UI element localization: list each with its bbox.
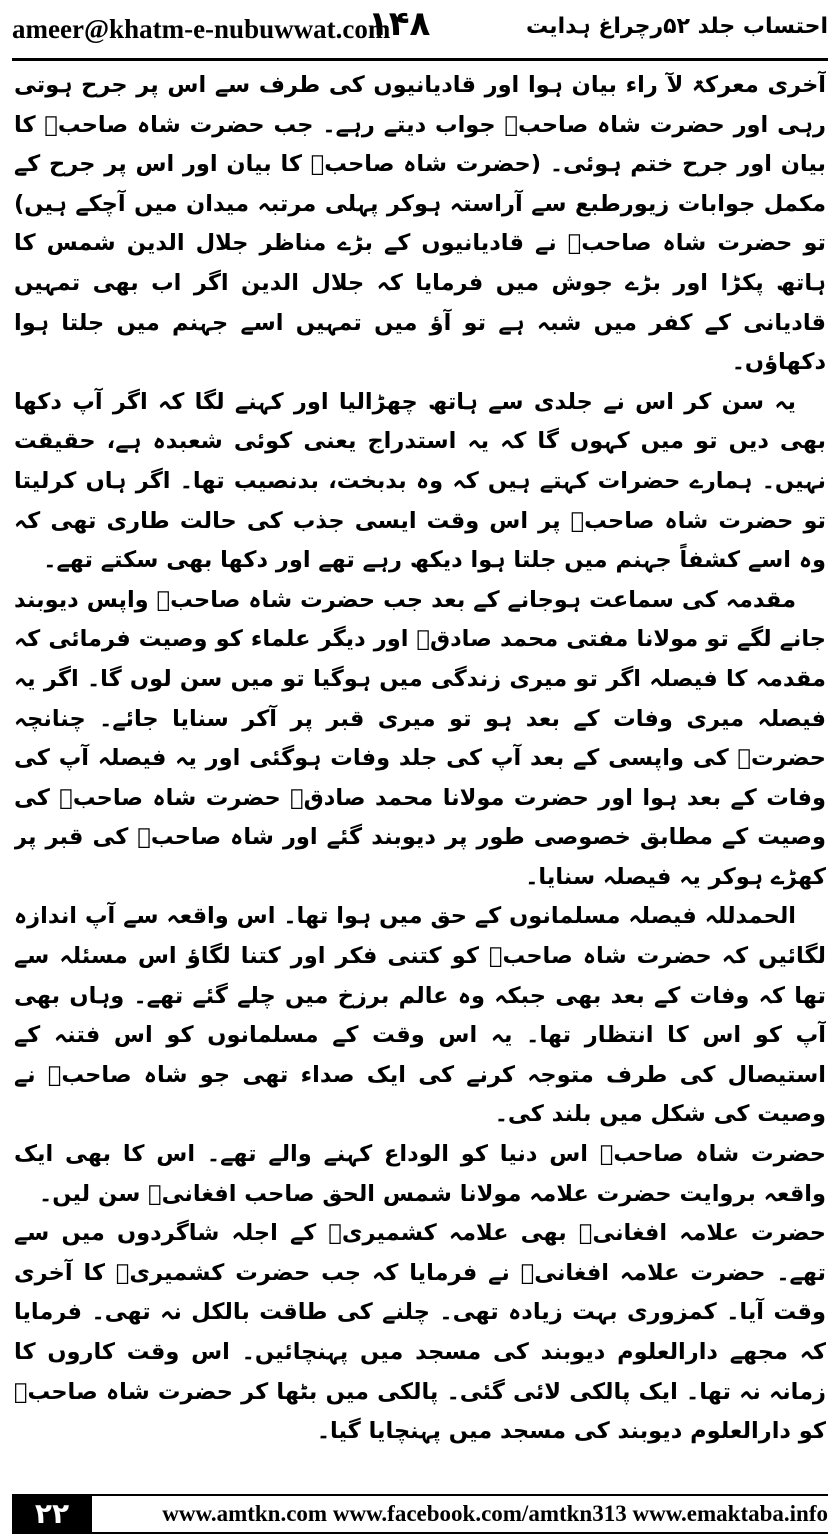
footer-page-number: ۲۲ xyxy=(12,1496,92,1532)
paragraph-4: الحمدللہ فیصلہ مسلمانوں کے حق میں ہوا تھا۔ اس واقعہ سے آپ اندازہ لگائیں کہ حضرت شاہ صاحبؒ کو کتنی فکر اور کتنا لگاؤ اس مسئلہ سے تھا کہ وفات کے بعد بھی جبکہ وہ عالم برزخ میں چلے گئے تھے۔ وہاں بھی آپ کو اس کا انتظار تھا۔ یہ اس وقت کے مسلمانوں کو اس فتنہ کے استیصال کی طرف متوجہ کرنے کی ایک صداء تھی جو شاہ صاحبؒ نے وصیت کی شکل میں بلند کی۔ xyxy=(14,903,826,1128)
paragraph-1: آخری معرکۃ لآ راء بیان ہوا اور قادیانیوں کی طرف سے اس پر جرح ہوتی رہی اور حضرت شاہ صاحبؒ جواب دیتے رہے۔ جب حضرت شاہ صاحبؒ کا بیان اور جرح ختم ہوئی۔ (حضرت شاہ صاحبؒ کا بیان اور اس پر جرح کے مکمل جوابات زیورطبع سے آراستہ ہوکر پہلی مرتبہ میدان میں آچکے ہیں) تو حضرت شاہ صاحبؒ نے قادیانیوں کے بڑے مناظر جلال الدین شمس کا ہاتھ پکڑا اور بڑے جوش میں فرمایا کہ جلال الدین اگر اب بھی تمہیں قادیانی کے کفر میں شبہ ہے تو آؤ میں تمہیں اسے جہنم میں جلتا ہوا دکھاؤں۔ xyxy=(14,72,826,376)
page-footer xyxy=(12,1494,828,1534)
page-header xyxy=(0,0,840,62)
header-email: ameer@khatm-e-nubuwwat.com xyxy=(12,14,391,44)
paragraph-3: مقدمہ کی سماعت ہوجانے کے بعد جب حضرت شاہ صاحبؒ واپس دیوبند جانے لگے تو مولانا مفتی محمد صادقؒ اور دیگر علماء کو وصیت فرمائی کہ مقدمہ کا فیصلہ اگر تو میری زندگی میں ہوگیا تو میں سن لوں گا۔ اگر یہ فیصلہ میری وفات کے بعد ہو تو میری قبر پر آکر سنایا جائے۔ چنانچہ حضرتؒ کی واپسی کے بعد آپ کی جلد وفات ہوگئی اور یہ فیصلہ آپ کی وفات کے بعد ہوا اور حضرت مولانا محمد صادقؒ حضرت شاہ صاحبؒ کی وصیت کے مطابق خصوصی طور پر دیوبند گئے اور شاہ صاحبؒ کی قبر پر کھڑے ہوکر یہ فیصلہ سنایا۔ xyxy=(14,586,826,890)
footer-divider-top xyxy=(12,1494,828,1496)
footer-divider-bottom xyxy=(12,1532,828,1534)
paragraph-2: یہ سن کر اس نے جلدی سے ہاتھ چھڑالیا اور کہنے لگا کہ اگر آپ دکھا بھی دیں تو میں کہوں گا کہ یہ استدراج یعنی کوئی شعبدہ ہے، حقیقت نہیں۔ ہمارے حضرات کہتے ہیں کہ وہ بدبخت، بدنصیب تھا۔ اگر ہاں کرلیتا تو حضرت شاہ صاحبؒ پر اس وقت ایسی جذب کی حالت طاری تھی کہ وہ اسے کشفاً جہنم میں جلتا ہوا دیکھ رہے تھے اور دکھا بھی سکتے تھے۔ xyxy=(14,388,826,574)
header-divider xyxy=(12,58,828,61)
article-body xyxy=(14,66,826,1466)
footer-urls: www.amtkn.com www.facebook.com/amtkn313 www.emaktaba.info xyxy=(162,1501,828,1526)
header-title: احتساب جلد ۵۲رچراغ ہدایت xyxy=(526,14,828,39)
header-page-number: ۱۴۸ xyxy=(368,4,431,44)
paragraph-6: حضرت علامہ افغانیؒ بھی علامہ کشمیریؒ کے اجلہ شاگردوں میں سے تھے۔ حضرت علامہ افغانیؒ نے فرمایا کہ جب حضرت کشمیریؒ کا آخری وقت آیا۔ کمزوری بہت زیادہ تھی۔ چلنے کی طاقت بالکل نہ تھی۔ فرمایا کہ مجھے دارالعلوم دیوبند کی مسجد میں پہنچائیں۔ اس وقت کاروں کا زمانہ نہ تھا۔ ایک پالکی لائی گئی۔ پالکی میں بٹھا کر حضرت شاہ صاحبؒ کو دارالعلوم دیوبند کی مسجد میں پہنچایا گیا۔ xyxy=(14,1220,826,1445)
paragraph-5: حضرت شاہ صاحبؒ اس دنیا کو الوداع کہنے والے تھے۔ اس کا بھی ایک واقعہ بروایت حضرت علامہ مولانا شمس الحق صاحب افغانیؒ سن لیں۔ xyxy=(14,1141,826,1207)
